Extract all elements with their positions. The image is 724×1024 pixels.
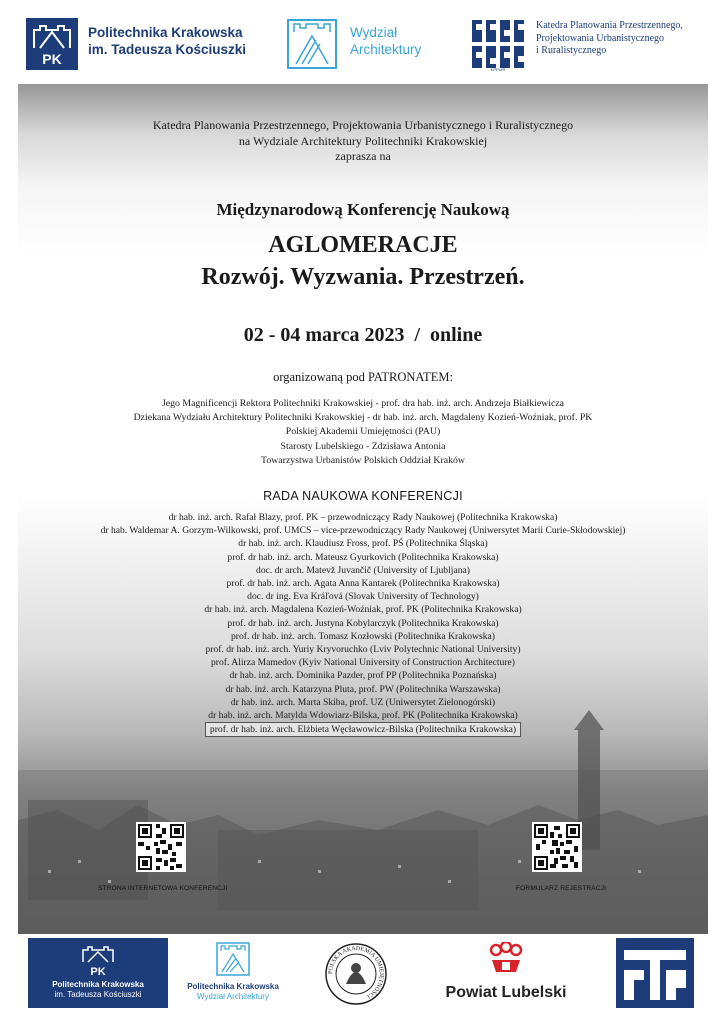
council-member: dr hab. inż. arch. Marta Skiba, prof. UZ (Uniwersytet Zielonogórski) xyxy=(230,696,496,708)
intro-text xyxy=(18,118,708,165)
wa-name xyxy=(350,24,421,58)
council-member: prof. dr hab. inż. arch. Mateusz Gyurkovich (Politechnika Krakowska) xyxy=(227,551,499,563)
conference-website-label: STRONA INTERNETOWA KONFERENCJI xyxy=(98,885,228,892)
footer-pk-line1: Politechnika Krakowska xyxy=(52,980,144,989)
pk-name-line1: Politechnika Krakowska xyxy=(88,25,243,40)
footer-wa-line1: Politechnika Krakowska xyxy=(187,982,279,991)
wa-name-line2: Architektury xyxy=(350,42,422,57)
city-skyline-image xyxy=(18,710,708,940)
patronage-heading: organizowaną pod PATRONATEM: xyxy=(273,370,453,384)
council-member: prof. dr hab. inż. arch. Agata Anna Kantarek (Politechnika Krakowska) xyxy=(226,578,500,590)
council-member: prof. dr hab. inż. arch. Tomasz Kozłowski (Politechnika Krakowska) xyxy=(231,630,495,642)
council-member: dr hab. inż. arch. Magdalena Kozień-Woźniak, prof. PK (Politechnika Krakowska) xyxy=(204,604,522,616)
patronage-list xyxy=(18,397,708,468)
conference-website-qr-icon[interactable] xyxy=(136,822,186,872)
council-member: dr hab. inż. arch. Katarzyna Pluta, prof. PW (Politechnika Warszawska) xyxy=(225,683,501,695)
kppuir-logo-text: KPPUiR xyxy=(490,67,506,72)
pau-seal-icon xyxy=(324,942,388,1006)
kppuir-name-line3: i Ruralistycznego xyxy=(536,45,607,56)
patron-item: Towarzystwa Urbanistów Polskich Oddział Kraków xyxy=(261,454,465,466)
footer-pk-logo-text: PK xyxy=(90,966,106,978)
council-member xyxy=(18,722,708,737)
footer-pk-logo xyxy=(28,938,168,1008)
footer-pk-emblem-icon xyxy=(80,944,116,978)
patron-item: Jego Magnificencji Rektora Politechniki Krakowskiej - prof. dra hab. inż. arch. Andrzeja Białkiewicza xyxy=(161,398,565,409)
council-member: dr hab. inż. arch. Rafał Blazy, prof. PK – przewodniczący Rady Naukowej (Politechnika Krakowska) xyxy=(168,512,558,523)
intro-line3: zaprasza na xyxy=(335,149,391,163)
council-heading: RADA NAUKOWA KONFERENCJI xyxy=(263,489,463,503)
council-member: dr hab. inż. arch. Matylda Wdowiarz-Bilska, prof. PK (Politechnika Krakowska) xyxy=(208,710,518,722)
conference-dates: 02 - 04 marca 2023 / online xyxy=(243,324,483,346)
patron-item: Starosty Lubelskiego - Zdzisława Antonia xyxy=(280,440,446,452)
pk-logo-icon xyxy=(26,18,78,70)
council-member: prof. dr hab. inż. arch. Justyna Kobylarczyk (Politechnika Krakowska) xyxy=(227,617,499,629)
kppuir-logo-icon xyxy=(470,16,526,72)
footer-wa-logo xyxy=(178,938,288,1008)
kppuir-name-line1: Katedra Planowania Przestrzennego, xyxy=(536,20,683,31)
registration-form-label: FORMULARZ REJESTRACJI xyxy=(516,885,607,892)
header-logos xyxy=(18,14,708,84)
council-member: dr hab. inż. arch. Dominika Pazder, prof PP (Politechnika Poznańska) xyxy=(229,670,497,682)
council-member: doc. dr arch. Matevž Juvančič (University of Ljubljana) xyxy=(256,564,470,576)
conference-poster xyxy=(18,14,708,1010)
wa-logo-icon xyxy=(286,18,338,70)
conference-title: AGLOMERACJE xyxy=(268,232,458,258)
footer-wa-line2: Wydział Architektury xyxy=(197,992,269,1001)
powiat-crest-icon xyxy=(488,942,524,978)
council-member: prof. Alirza Mamedov (Kyiv National University of Construction Architecture) xyxy=(211,657,515,669)
pk-name-line2: im. Tadeusza Kościuszki xyxy=(88,42,247,57)
kppuir-name-line2: Projektowania Urbanistycznego xyxy=(536,32,665,44)
council-member: prof. dr hab. inż. arch. Yuriy Kryvoruchko (Lviv Polytechnic National University) xyxy=(205,644,521,656)
pau-seal-text: POLSKA AKADEMIA UMIEJĘTNOŚCI xyxy=(327,945,385,999)
intro-line1: Katedra Planowania Przestrzennego, Projektowania Urbanistycznego i Ruralistycznego xyxy=(152,118,574,132)
intro-line2: na Wydziale Architektury Politechniki Krakowskiej xyxy=(238,133,488,148)
council-member-highlighted: prof. dr hab. inż. arch. Elżbieta Węcławowicz-Bilska (Politechnika Krakowska) xyxy=(205,722,521,737)
patron-item: Polskiej Akademii Umiejętności (PAU) xyxy=(285,426,441,438)
pk-logo-text: PK xyxy=(42,51,62,67)
council-member: doc. dr ing. Eva Kráľová (Slovak University of Technology) xyxy=(247,591,479,603)
footer-partner-logos xyxy=(18,934,708,1010)
footer-wa-emblem-icon xyxy=(216,942,250,976)
footer-pk-line2: im. Tadeusza Kościuszki xyxy=(54,990,142,999)
conference-type: Międzynarodową Konferencję Naukową xyxy=(216,200,510,219)
conference-subtitle: Rozwój. Wyzwania. Przestrzeń. xyxy=(201,264,525,290)
kppuir-name xyxy=(536,20,683,58)
registration-form-qr-icon[interactable] xyxy=(532,822,582,872)
tup-logo-icon xyxy=(616,938,694,1008)
council-member: dr hab. Waldemar A. Gorzym-Wilkowski, prof. UMCS – vice-przewodniczący Rady Naukowej (Uniwersytet Marii Curie-Skłodowskiej) xyxy=(100,525,626,537)
council-member: dr hab. inż. arch. Klaudiusz Fross, prof. PŚ (Politechnika Śląska) xyxy=(238,538,488,550)
wa-name-line1: Wydział xyxy=(350,25,398,40)
council-members xyxy=(18,511,708,737)
pk-name xyxy=(88,24,246,58)
footer-powiat-logo xyxy=(426,938,586,1008)
powiat-name: Powiat Lubelski xyxy=(445,984,567,1001)
patron-item: Dziekana Wydziału Architektury Politechniki Krakowskiej - dr hab. inż. arch. Magdaleny Kozień-Woźniak, prof. PK xyxy=(133,412,593,424)
